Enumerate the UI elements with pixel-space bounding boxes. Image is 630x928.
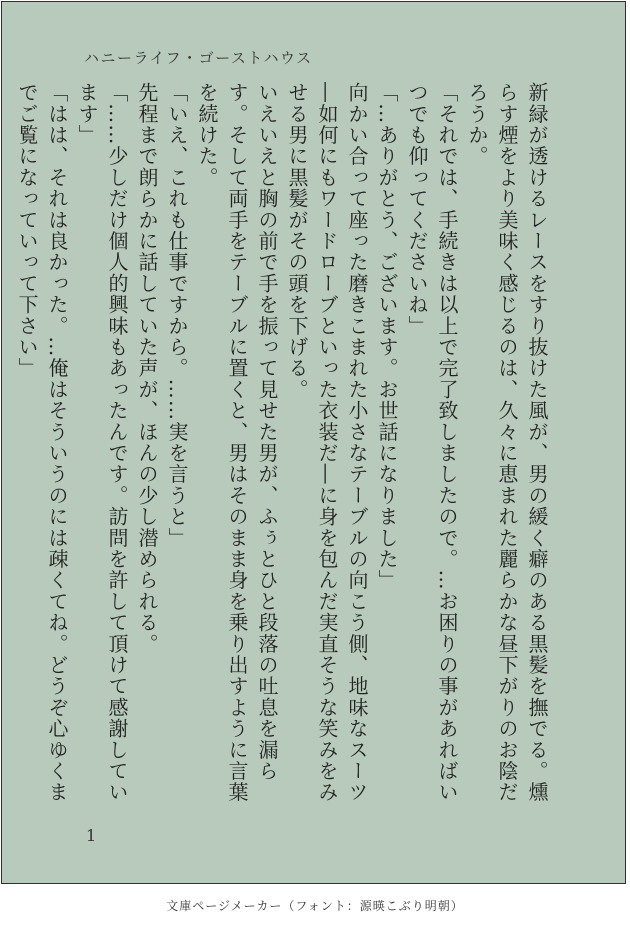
book-page (1, 1, 626, 884)
paragraph-4: 向かい合って座った磨きこまれた小さなテーブルの向こう側、地味なスーツ―如何にもワードローブといった衣装だ―に身を包んだ実直そうな笑みをみせる男に黒髪がその頭を下げる。 (285, 82, 369, 803)
page-body-text (15, 82, 552, 812)
running-header: ハニーライフ・ゴーストハウス (84, 49, 313, 67)
paragraph-7: 先程まで朗らかに話していた声が、ほんの少し潜められる。 (135, 82, 159, 655)
paragraph-2: 「それでは、手続きは以上で完了致しましたので。…お困りの事があればいつでも仰ってくださいね」 (405, 82, 459, 803)
paragraph-9: 「はは、それは良かった。…俺はそういうのには疎くてね。どうぞ心ゆくまでご覧になっていって下さい」 (15, 82, 69, 803)
paragraph-8: 「……少しだけ個人的興味もあったんです。訪問を許して頂けて感謝しています」 (75, 82, 129, 803)
page-number: 1 (86, 826, 97, 845)
paragraph-5: いえいえと胸の前で手を振って見せた男が、ふぅとひと段落の吐息を漏らす。そして両手をテーブルに置くと、男はそのまま身を乗り出すように言葉を続けた。 (195, 82, 279, 803)
paragraph-6: 「いえ、これも仕事ですから。……実を言うと」 (165, 82, 189, 549)
paragraph-3: 「…ありがとう、ございます。お世話になりました」 (375, 82, 399, 591)
footer-credit: 文庫ページメーカー（フォント：源暎こぶり明朝） (166, 899, 464, 913)
paragraph-1: 新緑が透けるレースをすり抜けた風が、男の緩く癖のある黒髪を撫でる。燻らす煙をより美味く感じるのは、久々に恵まれた麗らかな昼下がりのお陰だろうか。 (465, 82, 549, 803)
